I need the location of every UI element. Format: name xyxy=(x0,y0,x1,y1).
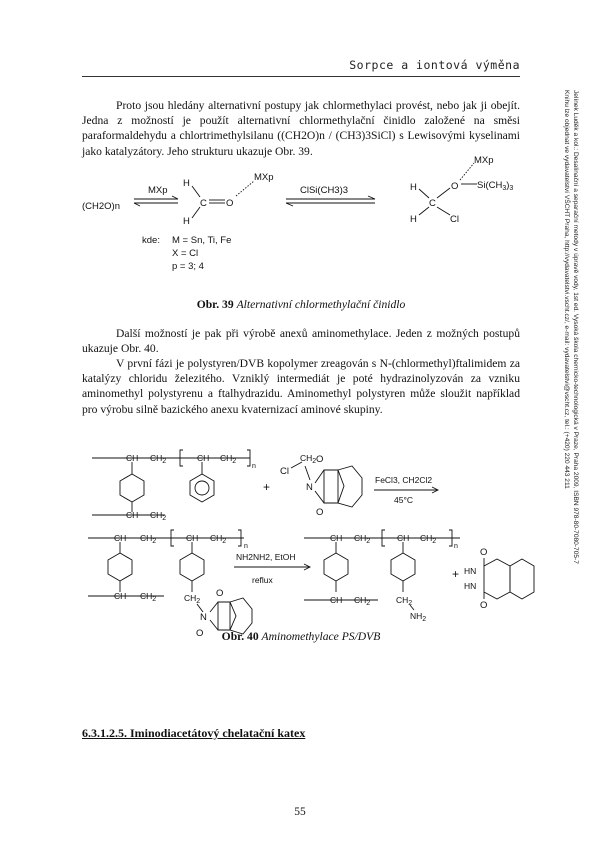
svg-text:CH: CH xyxy=(397,533,410,543)
svg-text:CH2: $CH_2$ xyxy=(354,533,371,545)
fig39-catalyst-coord-2: MXp xyxy=(474,155,494,166)
fig40-phthalhydrazide xyxy=(464,547,534,611)
fig39-atom-h1: H xyxy=(183,178,190,189)
fig40-aminomethyl-polystyrene xyxy=(304,530,460,623)
fig39-atom-h3: H xyxy=(410,182,417,193)
fig39-catalyst-coord: MXp xyxy=(254,172,274,183)
svg-text:CH2: $CH_2$ xyxy=(150,510,167,522)
svg-text:CH2: $CH_2$ xyxy=(140,591,157,603)
svg-text:n: n xyxy=(454,543,458,550)
fig40-cond2-a: NH2NH2, EtOH xyxy=(236,552,296,562)
fig39-atom-o1: O xyxy=(226,198,234,209)
fig39-si-group: $Si(CH_3)_3$ xyxy=(477,180,514,192)
fig39-reactant: (CH2O)n xyxy=(82,201,121,212)
fig39-catalyst: MXp xyxy=(148,185,168,196)
svg-text:CH2: $CH_2$ xyxy=(140,533,157,545)
svg-text:NH2: $NH_2$ xyxy=(410,611,427,623)
fig40-n-chloromethylphthalimide xyxy=(280,453,362,518)
section-heading: 6.3.1.2.5. Iminodiacetátový chelatační katex xyxy=(82,726,306,740)
fig40-plus-1: + xyxy=(263,480,271,494)
svg-text:CH: CH xyxy=(114,533,127,543)
svg-text:O: O xyxy=(316,507,324,518)
running-header: Sorpce a iontová výměna xyxy=(349,58,520,72)
svg-text:CH2: $CH_2$ xyxy=(300,453,317,465)
fig39-caption-num: Obr. 39 xyxy=(196,298,234,311)
svg-text:CH: CH xyxy=(330,533,343,543)
fig40-cond1-a: FeCl3, CH2Cl2 xyxy=(375,475,433,485)
svg-text:n: n xyxy=(252,463,256,470)
svg-text:O: O xyxy=(216,588,224,599)
fig39-atom-o2: O xyxy=(451,181,459,192)
svg-text:n: n xyxy=(244,543,248,550)
fig39-atom-cl: Cl xyxy=(450,214,459,225)
paragraph-2-text: Další možností je pak při výrobě anexů aminomethylace. Jeden z možných postupů ukazuje Obr. 40. xyxy=(82,327,520,356)
fig40-cond1-b: 45°C xyxy=(394,495,413,505)
side-citation xyxy=(562,90,580,650)
svg-text:CH2: $CH_2$ xyxy=(354,595,371,607)
fig39-atom-c1: C xyxy=(200,198,207,209)
svg-text:CH2: $CH_2$ xyxy=(210,533,227,545)
svg-text:CH: CH xyxy=(186,533,199,543)
figure-40-caption xyxy=(82,630,520,643)
svg-text:CH2: $CH_2$ xyxy=(420,533,437,545)
fig39-reagent: ClSi(CH3)3 xyxy=(300,185,349,196)
svg-text:CH2: $CH_2$ xyxy=(220,453,237,465)
svg-text:O: O xyxy=(480,600,488,611)
fig39-atom-c2: C xyxy=(429,198,436,209)
svg-text:N: N xyxy=(306,482,313,493)
fig39-kde-m: M = Sn, Ti, Fe xyxy=(172,235,232,246)
svg-text:CH2: $CH_2$ xyxy=(184,593,201,605)
fig39-kde-p: p = 3; 4 xyxy=(172,261,204,272)
paragraph-1-text: Proto jsou hledány alternativní postupy jak chlormethylaci provést, nebo jak ji obejít. Jedna z možností je použít alternativní chlormethylační činidlo založené na směsi paraformaldehydu a chlortrimethylsilanu ((CH2O)n / (CH3)3SiCl) s Lewisovými kyselinami jako katalyzátory. Jeho strukturu ukazuje Obr. 39. xyxy=(82,99,520,158)
fig40-caption-num: Obr. 40 xyxy=(221,630,259,643)
side-citation-line-2: Knihu lze objednat ve vydavatelství VŠCHT Praha, http://vydavatelstvi.vscht.cz/, e-mail: vydavatelstvi@vscht.cz, tel.: (+420) 220 443 211 xyxy=(563,90,570,489)
fig40-intermediate xyxy=(88,530,252,639)
svg-text:CH: CH xyxy=(126,510,139,520)
fig39-kde-x: X = Cl xyxy=(172,248,199,259)
svg-text:O: O xyxy=(316,454,324,465)
svg-text:N: N xyxy=(200,612,207,623)
side-citation-line-1: Jelínek Luděk a kol.: Desalinační a separační metody v úpravě vody, 1st ed. Vysoká škola chemicko-technologická v Praze, Praha 2009, ISBN 978-80-7080-705-7 xyxy=(572,90,579,564)
svg-text:O: O xyxy=(196,628,204,639)
svg-text:CH: CH xyxy=(114,591,127,601)
page-number: 55 xyxy=(294,806,306,818)
svg-text:CH: CH xyxy=(197,453,210,463)
paragraph-3-text: V první fázi je polystyren/DVB kopolymer zreagován s N-(chlormethyl)ftalimidem za katalýzy chloridu železitého. Vzniklý intermediát je poté hydrazinolyzován za vzniku aminomethyl polystyrenu a ftalhydrazidu. Aminomethyl polystyren může sloužit například pro výrobu silně bazického anexu kvaternizací aminové skupiny. xyxy=(82,357,520,416)
svg-text:CH: CH xyxy=(330,595,343,605)
fig39-atom-h2: H xyxy=(183,216,190,227)
fig40-plus-2: + xyxy=(452,567,460,581)
svg-text:HN: HN xyxy=(464,581,477,591)
fig40-cond2-b: reflux xyxy=(252,575,273,585)
fig40-ps-dvb-reactant xyxy=(92,450,256,522)
fig39-kde-label: kde: xyxy=(142,235,160,246)
svg-text:CH2: $CH_2$ xyxy=(396,595,413,607)
svg-text:HN: HN xyxy=(464,566,477,576)
svg-text:CH: CH xyxy=(126,453,139,463)
fig39-caption-text: Alternativní chlormethylační činidlo xyxy=(236,298,406,311)
svg-text:O: O xyxy=(480,547,488,558)
svg-text:CH2: $CH_2$ xyxy=(150,453,167,465)
svg-text:Cl: Cl xyxy=(280,466,289,477)
fig40-caption-text: Aminomethylace PS/DVB xyxy=(261,630,381,643)
fig39-atom-h4: H xyxy=(410,214,417,225)
